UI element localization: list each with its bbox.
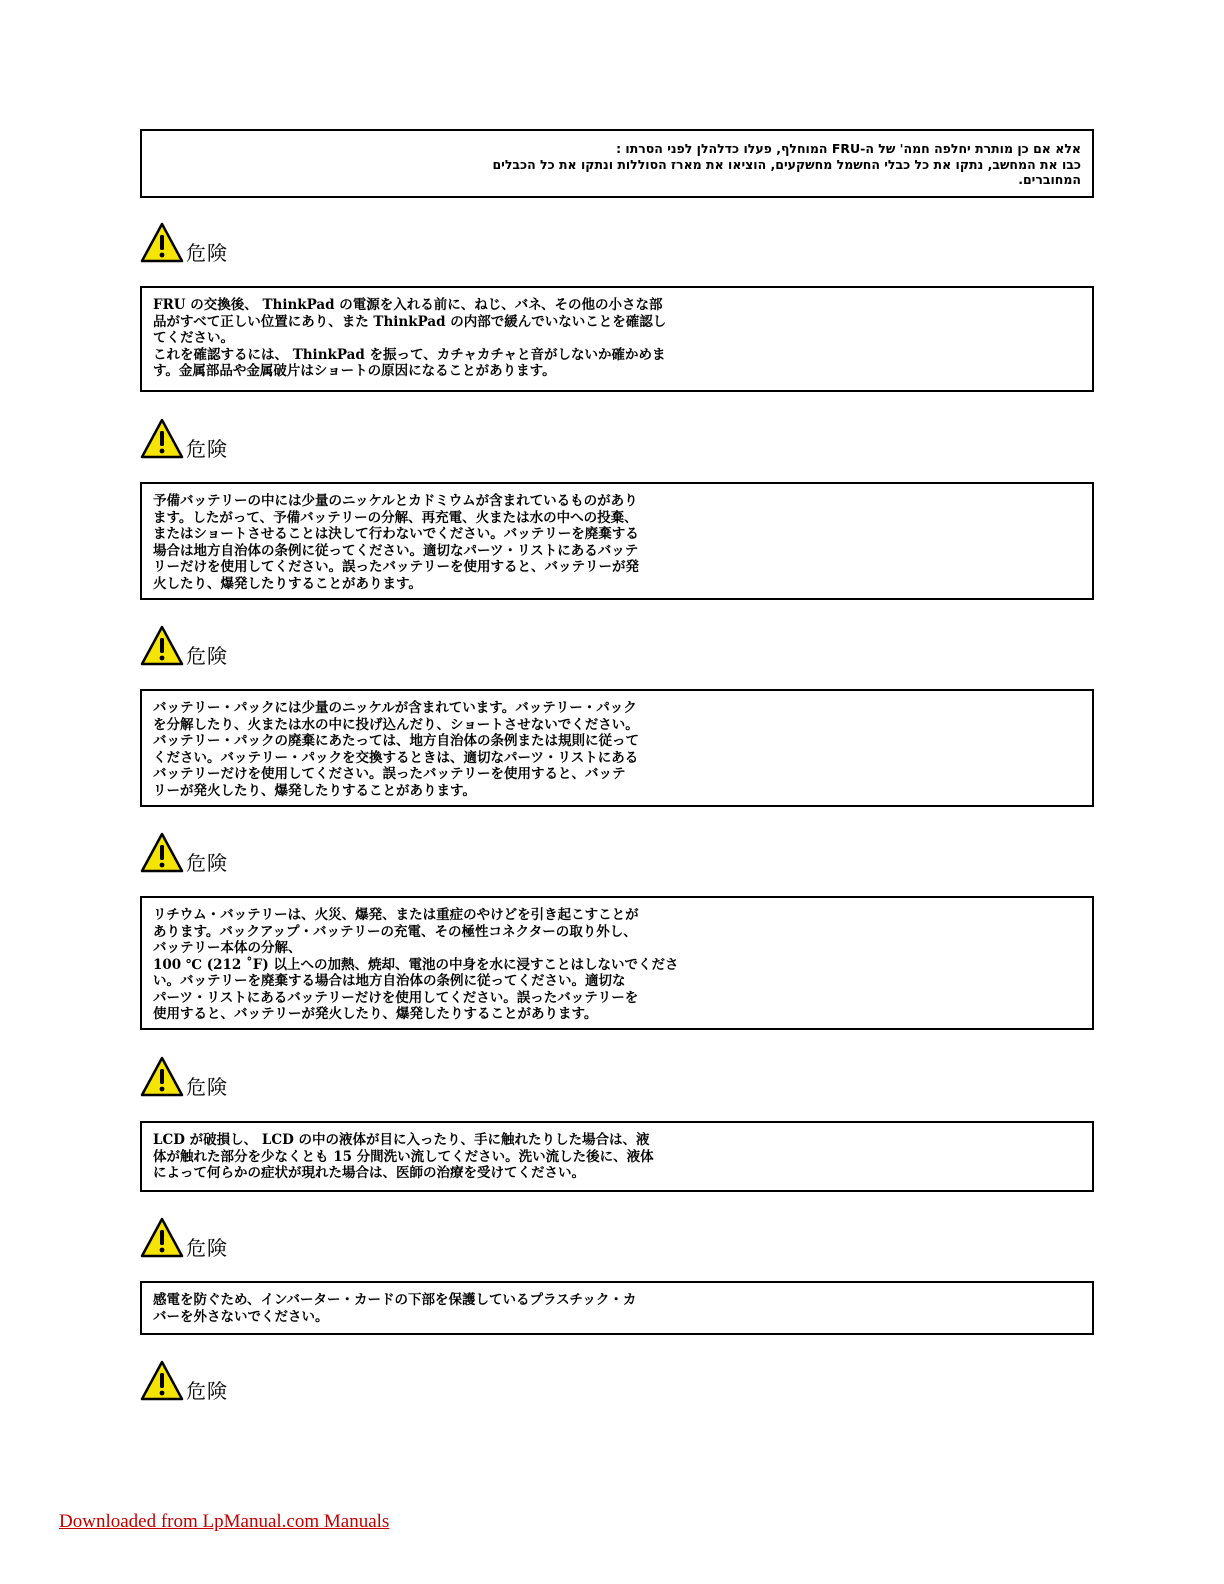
hebrew-notice-line: אלא אם כן מותרת יחלפה חמה' של ה-FRU המוחלף, פעלו כדלהלן לפני הסרתו : — [616, 141, 1081, 156]
notice-box — [140, 1281, 1094, 1335]
notice-box — [140, 482, 1094, 600]
danger-label: 危険 — [186, 851, 228, 875]
danger-heading — [140, 1358, 228, 1402]
warning-triangle-icon — [140, 1360, 184, 1402]
notice-line: 使用すると、バッテリーが発火したり、爆発したりすることがあります。 — [153, 1006, 598, 1022]
notice-line: 品がすべて正しい位置にあり、また ThinkPad の内部で緩んでいないことを確認し — [153, 313, 667, 330]
hebrew-notice-text — [142, 131, 1092, 198]
danger-heading — [140, 1215, 228, 1259]
danger-heading — [140, 830, 228, 874]
notice-line: い。バッテリーを廃棄する場合は地方自治体の条例に従ってください。適切な — [153, 973, 626, 989]
notice-line: FRU の交換後、 ThinkPad の電源を入れる前に、ねじ、バネ、その他の小さな部 — [153, 297, 663, 313]
notice-box — [140, 689, 1094, 807]
danger-heading — [140, 416, 228, 460]
notice-line: バッテリー本体の分解、 — [153, 940, 302, 956]
danger-label: 危険 — [186, 1236, 228, 1260]
notice-text — [142, 484, 1092, 601]
hebrew-notice-line: המחוברים. — [1018, 172, 1081, 187]
danger-label: 危険 — [186, 241, 228, 265]
notice-line: リチウム・バッテリーは、火災、爆発、または重症のやけどを引き起こすことが — [153, 907, 639, 923]
notice-line: を分解したり、火または水の中に投げ込んだり、ショートさせないでください。 — [153, 716, 639, 733]
notice-line: 火したり、爆発したりすることがあります。 — [153, 575, 422, 592]
notice-box — [140, 1121, 1094, 1192]
notice-box — [140, 286, 1094, 392]
notice-line: これを確認するには、 ThinkPad を振って、カチャカチャと音がしないか確かめま — [153, 346, 666, 363]
notice-line: またはショートさせることは決して行わないでください。バッテリーを廃棄する — [153, 526, 639, 542]
notice-text — [142, 691, 1092, 808]
notice-text — [142, 1123, 1092, 1191]
warning-triangle-icon — [140, 625, 184, 667]
warning-triangle-icon — [140, 418, 184, 460]
notice-line: リーだけを使用してください。誤ったバッテリーを使用すると、バッテリーが発 — [153, 559, 639, 575]
warning-triangle-icon — [140, 1056, 184, 1098]
danger-label: 危険 — [186, 437, 228, 461]
notice-line: 感電を防ぐため、インバーター・カードの下部を保護しているプラスチック・カ — [153, 1292, 637, 1308]
notice-text — [142, 898, 1092, 1032]
warning-triangle-icon — [140, 1217, 184, 1259]
notice-line: ください。バッテリー・パックを交換するときは、適切なパーツ・リストにある — [153, 749, 639, 766]
notice-line: てください。 — [153, 330, 234, 346]
notice-text — [142, 288, 1092, 389]
danger-heading — [140, 220, 228, 264]
notice-line: 予備バッテリーの中には少量のニッケルとカドミウムが含まれているものがあり — [153, 493, 638, 509]
footer-download-link[interactable]: Downloaded from LpManual.com Manuals — [59, 1511, 390, 1532]
danger-label: 危険 — [186, 644, 228, 668]
notice-line: バッテリー・パックの廃棄にあたっては、地方自治体の条例または規則に従って — [153, 733, 639, 749]
warning-triangle-icon — [140, 832, 184, 874]
notice-line: LCD が破損し、 LCD の中の液体が目に入ったり、手に触れたりした場合は、液 — [153, 1132, 650, 1148]
hebrew-notice-box — [140, 129, 1094, 198]
notice-line: 100 ℃ (212 ˚F) 以上への加熱、焼却、電池の中身を水に浸すことはしないでくださ — [153, 956, 679, 973]
notice-line: によって何らかの症状が現れた場合は、医師の治療を受けてください。 — [153, 1165, 585, 1181]
notice-box — [140, 896, 1094, 1030]
danger-heading — [140, 1054, 228, 1098]
notice-line: バーを外さないでください。 — [153, 1308, 329, 1325]
notice-line: 場合は地方自治体の条例に従ってください。適切なパーツ・リストにあるバッテ — [153, 542, 639, 559]
notice-line: バッテリーだけを使用してください。誤ったバッテリーを使用すると、バッテ — [153, 766, 626, 782]
danger-label: 危険 — [186, 1075, 228, 1099]
danger-label: 危険 — [186, 1379, 228, 1403]
notice-line: バッテリー・パックには少量のニッケルが含まれています。バッテリー・パック — [153, 700, 637, 716]
notice-line: リーが発火したり、爆発したりすることがあります。 — [153, 782, 476, 799]
danger-heading — [140, 623, 228, 667]
notice-line: あります。バックアップ・バッテリーの充電、その極性コネクターの取り外し、 — [153, 923, 637, 940]
notice-line: ます。したがって、予備バッテリーの分解、再充電、火または水の中への投棄、 — [153, 509, 638, 526]
notice-line: 体が触れた部分を少なくとも 15 分間洗い流してください。洗い流した後に、液体 — [153, 1148, 654, 1165]
notice-text — [142, 1283, 1092, 1334]
notice-line: す。金属部品や金属破片はショートの原因になることがあります。 — [153, 363, 556, 379]
hebrew-notice-line: כבו את המחשב, נתקו את כל כבלי החשמל מחשקעים, הוציאו את מארז הסוללות ונתקו את כל הכבלים — [492, 156, 1081, 172]
warning-triangle-icon — [140, 222, 184, 264]
notice-line: パーツ・リストにあるバッテリーだけを使用してください。誤ったバッテリーを — [153, 989, 639, 1006]
